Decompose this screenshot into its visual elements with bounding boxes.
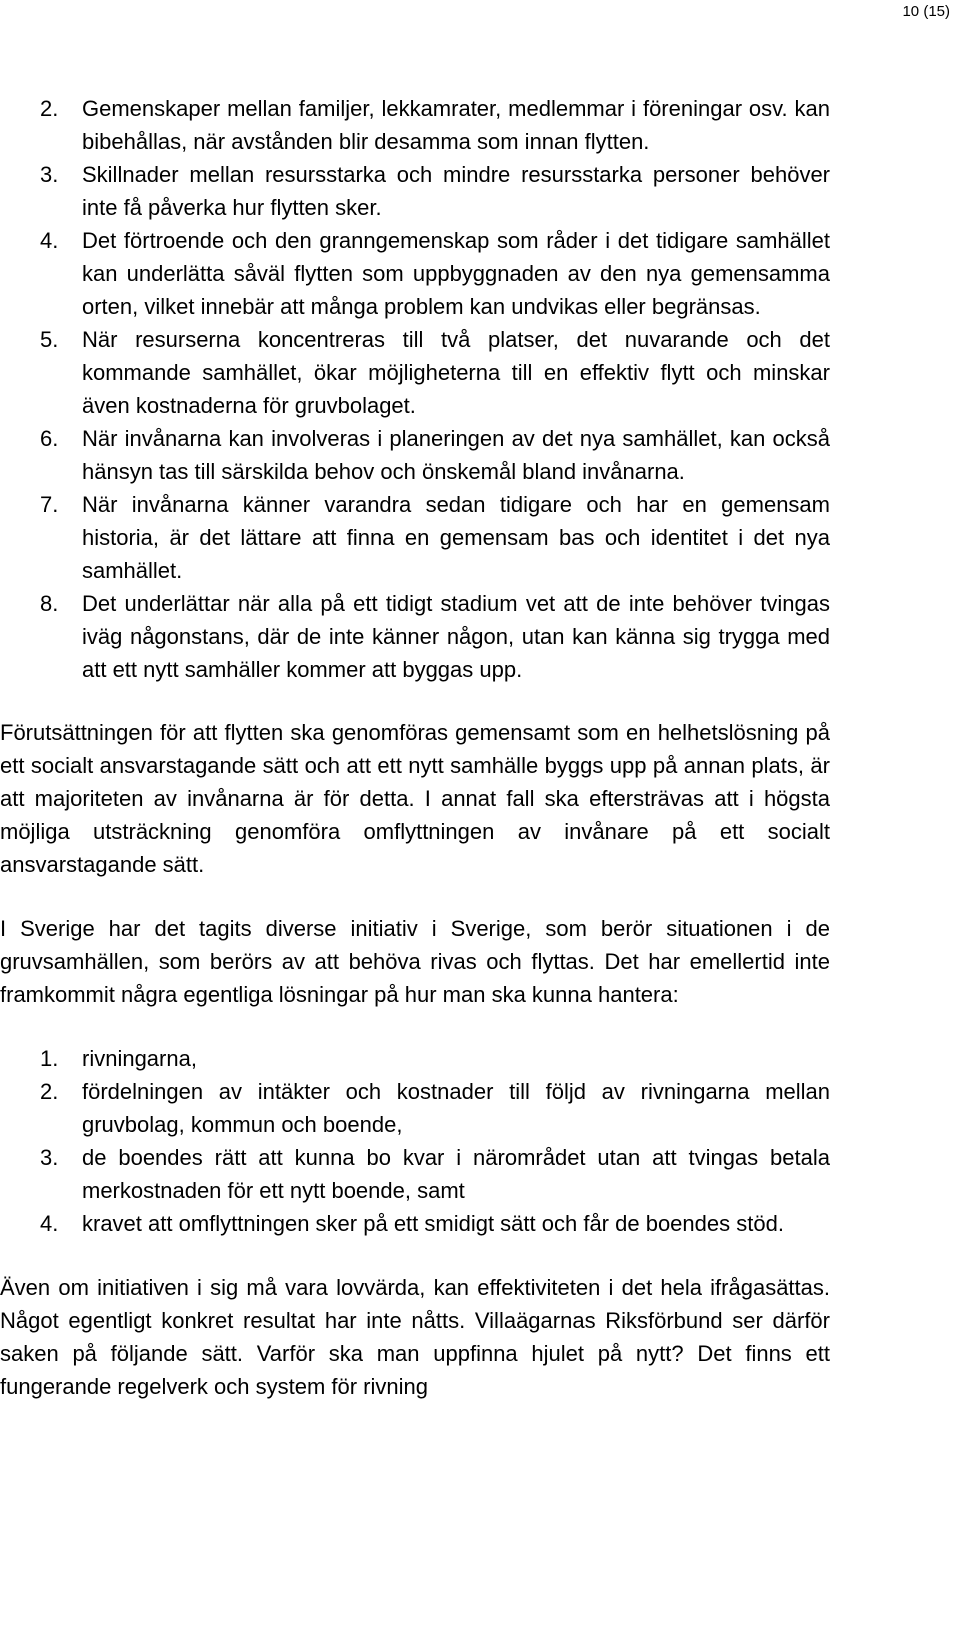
list-item bbox=[0, 587, 830, 686]
list-text: de boendes rätt att kunna bo kvar i närområdet utan att tvingas betala merkostnaden för ett nytt boende, samt bbox=[82, 1145, 830, 1203]
list-number: 8. bbox=[40, 591, 59, 616]
list-number: 3. bbox=[40, 162, 59, 187]
list-number: 1. bbox=[40, 1046, 59, 1071]
list-text: kravet att omflyttningen sker på ett smidigt sätt och får de boendes stöd. bbox=[82, 1211, 784, 1236]
list-item bbox=[0, 488, 830, 587]
list-item bbox=[0, 1207, 830, 1240]
list-text: Gemenskaper mellan familjer, lekkamrater, medlemmar i föreningar osv. kan bibehållas, när avstånden blir desamma som innan flytten. bbox=[82, 96, 830, 154]
list-item bbox=[0, 323, 830, 422]
list-item bbox=[0, 1042, 830, 1075]
list-item bbox=[0, 422, 830, 488]
list-item bbox=[0, 224, 830, 323]
list-item bbox=[0, 1141, 830, 1207]
list-number: 2. bbox=[40, 96, 59, 121]
list-number: 3. bbox=[40, 1145, 59, 1170]
document-body bbox=[0, 92, 830, 1403]
list-item bbox=[0, 1075, 830, 1141]
paragraph-conclusion: Även om initiativen i sig må vara lovvärda, kan effektiviteten i det hela ifrågasättas. Något egentligt konkret resultat har inte nåtts. Villaägarnas Riksförbund ser därför saken på följande sätt. Varför ska man uppfinna hjulet på nytt? Det finns ett fungerande regelverk och system för rivning bbox=[0, 1275, 830, 1399]
list-text: När invånarna kan involveras i planeringen av det nya samhället, kan också hänsyn tas till särskilda behov och önskemål bland invånarna. bbox=[82, 426, 830, 484]
issues-list bbox=[0, 1042, 830, 1240]
list-text: När resurserna koncentreras till två platser, det nuvarande och det kommande samhället, ökar möjligheterna till en effektiv flytt och minskar även kostnaderna för gruvbolaget. bbox=[82, 327, 830, 418]
list-number: 6. bbox=[40, 426, 59, 451]
list-text: rivningarna, bbox=[82, 1046, 197, 1071]
list-number: 4. bbox=[40, 1211, 59, 1236]
paragraph-initiatives: I Sverige har det tagits diverse initiativ i Sverige, som berör situationen i de gruvsamhällen, som berörs av att behöva rivas och flyttas. Det har emellertid inte framkommit några egentliga lösningar på hur man ska kunna hantera: bbox=[0, 916, 830, 1007]
paragraph-prerequisite: Förutsättningen för att flytten ska genomföras gemensamt som en helhetslösning på ett socialt ansvarstagande sätt och att ett nytt samhälle byggs upp på annan plats, är att majoriteten av invånarna är för detta. I annat fall ska eftersträvas att i högsta möjliga utsträckning genomföra omflyttningen av invånare på ett socialt ansvarstagande sätt. bbox=[0, 720, 830, 877]
list-item bbox=[0, 158, 830, 224]
list-item bbox=[0, 92, 830, 158]
list-text: Det förtroende och den granngemenskap som råder i det tidigare samhället kan underlätta såväl flytten som uppbyggnaden av den nya gemensamma orten, vilket innebär att många problem kan undvikas eller begränsas. bbox=[82, 228, 830, 319]
page-number: 10 (15) bbox=[902, 3, 950, 20]
list-number: 5. bbox=[40, 327, 59, 352]
list-text: Skillnader mellan resursstarka och mindre resursstarka personer behöver inte få påverka hur flytten sker. bbox=[82, 162, 830, 220]
list-number: 7. bbox=[40, 492, 59, 517]
list-number: 2. bbox=[40, 1079, 59, 1104]
list-text: fördelningen av intäkter och kostnader till följd av rivningarna mellan gruvbolag, kommun och boende, bbox=[82, 1079, 830, 1137]
list-text: Det underlättar när alla på ett tidigt stadium vet att de inte behöver tvingas iväg någonstans, där de inte känner någon, utan kan känna sig trygga med att ett nytt samhäller kommer att byggas upp. bbox=[82, 591, 830, 682]
advantages-list bbox=[0, 92, 830, 686]
list-number: 4. bbox=[40, 228, 59, 253]
list-text: När invånarna känner varandra sedan tidigare och har en gemensam historia, är det lättare att finna en gemensam bas och identitet i det nya samhället. bbox=[82, 492, 830, 583]
